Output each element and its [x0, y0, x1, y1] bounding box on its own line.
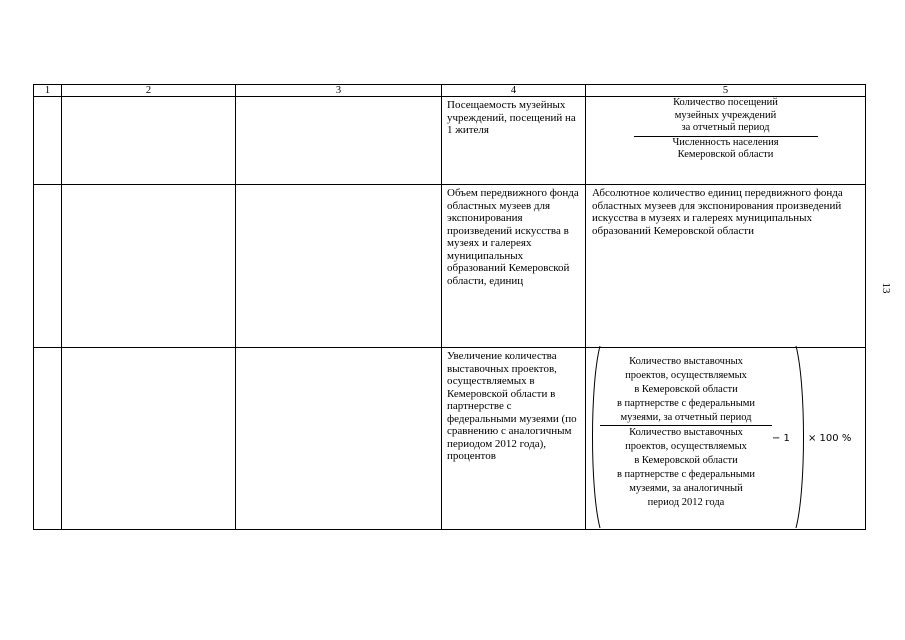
- fraction-formula: [634, 97, 818, 162]
- document-table: [33, 84, 866, 530]
- numerator-line: музеями, за отчетный период: [620, 412, 752, 423]
- numerator-line: проектов, осуществляемых: [625, 370, 747, 381]
- denominator-line: проектов, осуществляемых: [625, 441, 747, 452]
- method-cell: [586, 348, 866, 530]
- column-number-2: 2: [62, 85, 236, 97]
- column-number-4: 4: [442, 85, 586, 97]
- denominator-line: музеями, за аналогичный: [629, 483, 743, 494]
- method-cell: Абсолютное количество единиц передвижного фонда областных музеев для экспонирования произведений искусства в музеях и галереях муниципальных образований Кемеровской области: [586, 185, 866, 348]
- formula-numerator: [600, 355, 772, 426]
- times-100-percent: × 100 %: [808, 433, 852, 444]
- numerator-line: за отчетный период: [681, 122, 770, 133]
- numerator-line: музейных учреждений: [674, 109, 777, 121]
- denominator-line: Количество выставочных: [629, 427, 743, 438]
- table-row: [34, 348, 866, 530]
- indicator-cell: Увеличение количества выставочных проектов, осуществляемых в Кемеровской области в партнерстве с федеральными музеями (по сравнению с аналогичным периодом 2012 года), процентов: [442, 348, 586, 530]
- column-number-3: 3: [236, 85, 442, 97]
- minus-one: − 1: [772, 433, 790, 444]
- page-number: 13: [880, 282, 892, 294]
- column-number-5: 5: [586, 85, 866, 97]
- method-cell: [586, 97, 866, 185]
- denominator-line: в партнерстве с федеральными: [616, 469, 756, 480]
- cell-empty: [62, 97, 236, 185]
- denominator-line: Кемеровской области: [677, 149, 774, 160]
- numerator-line: в Кемеровской области: [634, 384, 738, 395]
- right-parenthesis: [794, 345, 808, 529]
- cell-empty: [62, 348, 236, 530]
- cell-empty: [34, 348, 62, 530]
- table-header-row: [34, 85, 866, 97]
- numerator-line: в партнерстве с федеральными: [616, 398, 756, 409]
- numerator-line: Количество посещений: [673, 97, 778, 108]
- fraction-denominator: [634, 137, 818, 162]
- cell-empty: [34, 185, 62, 348]
- table-row: [34, 97, 866, 185]
- cell-empty: [236, 348, 442, 530]
- percentage-formula: [586, 348, 865, 526]
- cell-empty: [62, 185, 236, 348]
- numerator-line: Количество выставочных: [629, 356, 743, 367]
- fraction-numerator: [634, 97, 818, 137]
- indicator-cell: Объем передвижного фонда областных музеев для экспонирования произведений искусства в музеях и галереях муниципальных образований Кемеровской области, единиц: [442, 185, 586, 348]
- denominator-line: в Кемеровской области: [634, 455, 738, 466]
- cell-empty: [236, 185, 442, 348]
- denominator-line: период 2012 года: [647, 497, 725, 508]
- cell-empty: [34, 97, 62, 185]
- indicator-cell: Посещаемость музейных учреждений, посещений на 1 жителя: [442, 97, 586, 185]
- formula-denominator: [600, 426, 772, 510]
- formula-fraction: [600, 355, 772, 510]
- table-row: [34, 185, 866, 348]
- column-number-1: 1: [34, 85, 62, 97]
- cell-empty: [236, 97, 442, 185]
- denominator-line: Численность населения: [672, 136, 779, 148]
